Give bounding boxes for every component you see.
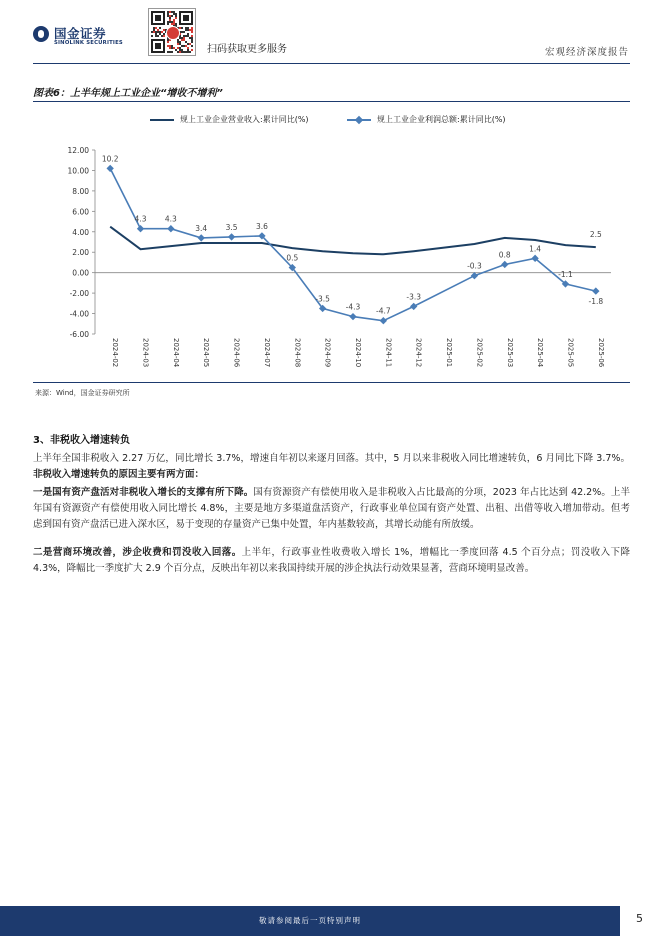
qr-module [181, 31, 183, 33]
qr-module [191, 35, 193, 37]
qr-module [163, 29, 165, 31]
qr-module [181, 49, 183, 51]
data-label: 4.3 [164, 214, 177, 224]
qr-module [177, 39, 179, 41]
qr-module [179, 51, 181, 53]
qr-module [181, 37, 183, 39]
data-label: -3.3 [406, 292, 422, 302]
qr-module [159, 27, 161, 29]
qr-module [183, 39, 185, 41]
paragraph-text: 国有资源资产有偿使用收入是非税收入占比最高的分项，2023 年占比达到 42.2%。上半年国有资源资产有偿使用收入同比增长 4.8%，主要是地方多渠道盘活资产，行政事业单位国有资产处置、出租、出借等收入增加带动。但考虑到国有资产盘活已进入深水区，易于变现的存量资产已集中处置，年内基数较高，其增长动能有所放缓。 [33, 487, 630, 530]
paragraph-emphasis: 一是国有资产盘活对非税收入增长的支撑有所下降。 [33, 487, 254, 498]
qr-module [191, 39, 193, 41]
qr-module [175, 23, 177, 25]
qr-module [181, 39, 183, 41]
qr-module [155, 33, 157, 35]
qr-module [187, 35, 189, 37]
x-tick-label: 2024-03 [141, 338, 150, 368]
qr-module [179, 43, 181, 45]
y-tick-label: 2.00 [72, 248, 89, 258]
qr-module [191, 41, 193, 43]
brand-logo-icon [33, 26, 49, 42]
section-heading: 3、非税收入增速转负 [33, 435, 130, 446]
data-label: 2.5 [589, 230, 602, 240]
y-tick-label: 8.00 [72, 186, 89, 196]
data-point-profit [349, 313, 356, 320]
qr-module [167, 15, 169, 17]
qr-module [175, 15, 177, 17]
qr-module [189, 43, 191, 45]
qr-module [169, 51, 171, 53]
brand-name-cn: 国金证券 [54, 26, 107, 41]
x-tick-label: 2024-10 [354, 338, 362, 368]
paragraph-state-assets [33, 485, 630, 533]
y-tick-label: 12.00 [67, 146, 89, 155]
data-label: -0.3 [467, 261, 482, 271]
qr-module [153, 27, 155, 29]
qr-module [189, 37, 191, 39]
brand-name-en: SINOLINK SECURITIES [54, 40, 123, 46]
qr-module [167, 41, 169, 43]
qr-module [163, 33, 165, 35]
qr-module [183, 51, 185, 53]
qr-module [177, 41, 179, 43]
qr-module [167, 11, 169, 13]
x-tick-label: 2025-06 [596, 338, 605, 368]
qr-module [155, 31, 157, 33]
legend-swatch-revenue [150, 119, 174, 121]
qr-module [179, 37, 181, 39]
paragraph-business-environment [33, 545, 630, 577]
qr-module [175, 49, 177, 51]
paragraph-text: 上半年全国非税收入 2.27 万亿，同比增长 3.7%，增速自年初以来逐月回落。其中，5 月以来非税收入同比增速转负，6 月同比下降 3.7%。 [33, 453, 630, 464]
paragraph-emphasis: 非税收入增速转负的原因主要有两方面： [33, 469, 205, 480]
footer-disclaimer-notice: 敬请参阅最后一页特别声明 [259, 916, 361, 925]
data-label: -3.5 [315, 294, 330, 304]
qr-module [183, 31, 185, 33]
qr-module [185, 29, 187, 31]
y-tick-label: 6.00 [72, 207, 89, 217]
page-number: 5 [636, 912, 643, 925]
qr-module [167, 13, 169, 15]
qr-finder [155, 43, 161, 49]
qr-module [179, 47, 181, 49]
qr-module [173, 13, 175, 15]
qr-module [179, 41, 181, 43]
qr-module [171, 15, 173, 17]
qr-module [167, 45, 169, 47]
qr-module [153, 31, 155, 33]
x-tick-label: 2024-11 [384, 338, 393, 368]
x-tick-label: 2024-09 [323, 338, 332, 368]
qr-module [191, 49, 193, 51]
figure-title: 图表6：上半年规上工业企业“增收不增利” [33, 88, 223, 99]
qr-module [191, 27, 193, 29]
qr-module [187, 27, 189, 29]
qr-module [171, 11, 173, 13]
figure-bottom-divider [33, 382, 630, 383]
x-tick-label: 2024-05 [202, 338, 211, 368]
qr-module [185, 51, 187, 53]
data-label: 3.6 [255, 221, 268, 231]
x-tick-label: 2025-02 [475, 338, 484, 368]
series-line-0 [110, 227, 596, 255]
qr-module [169, 17, 171, 19]
qr-module [151, 31, 153, 33]
qr-finder [155, 15, 161, 21]
qr-module [185, 27, 187, 29]
data-label: 1.4 [529, 244, 542, 254]
line-chart [33, 138, 630, 374]
qr-module [175, 17, 177, 19]
x-tick-label: 2024-06 [232, 338, 241, 368]
legend-label-profit: 规上工业企业利润总额:累计同比(%) [377, 115, 506, 124]
qr-module [187, 49, 189, 51]
qr-module [159, 31, 161, 33]
qr-module [163, 35, 165, 37]
qr-module [185, 41, 187, 43]
qr-module [171, 45, 173, 47]
qr-module [173, 47, 175, 49]
qr-module [187, 33, 189, 35]
qr-module [157, 31, 159, 33]
qr-module [187, 47, 189, 49]
x-tick-label: 2024-08 [293, 338, 302, 368]
qr-module [173, 21, 175, 23]
qr-module [161, 35, 163, 37]
data-point-profit [410, 303, 417, 310]
y-tick-label: -6.00 [69, 330, 89, 339]
qr-module [155, 27, 157, 29]
qr-module [155, 35, 157, 37]
data-label: 10.2 [101, 154, 119, 164]
qr-module [179, 27, 181, 29]
x-tick-label: 2024-04 [171, 338, 180, 368]
qr-module [183, 35, 185, 37]
qr-module [169, 11, 171, 13]
qr-module [171, 21, 173, 23]
data-label: 4.3 [134, 214, 147, 224]
qr-module [173, 23, 175, 25]
qr-center-logo-icon [166, 26, 180, 40]
qr-module [183, 37, 185, 39]
x-tick-label: 2024-02 [111, 338, 120, 368]
qr-module [183, 45, 185, 47]
data-point-profit [228, 233, 235, 240]
data-point-profit [167, 225, 174, 232]
paragraph-text: 上半年，行政事业性收费收入增长 1%，增幅比一季度回落 4.5 个百分点；罚没收入下降 4.3%，降幅比一季度扩大 2.9 个百分点，反映出年初以来我国持续开展的涉企执法行动效果显著，营商环境明显改善。 [33, 547, 630, 574]
qr-module [171, 23, 173, 25]
qr-module [157, 35, 159, 37]
data-label: -1.8 [588, 297, 604, 307]
x-tick-label: 2025-04 [536, 338, 545, 368]
x-tick-label: 2025-03 [505, 338, 514, 368]
paragraph-nontax-overview [33, 451, 630, 483]
data-label: 3.4 [195, 223, 208, 233]
data-label: 0.8 [498, 250, 511, 260]
x-tick-label: 2024-07 [262, 338, 271, 368]
qr-module [177, 51, 179, 53]
qr-module [181, 27, 183, 29]
qr-module [191, 45, 193, 47]
x-tick-label: 2025-01 [445, 338, 454, 368]
data-point-profit [137, 225, 144, 232]
paragraph-emphasis: 二是营商环境改善，涉企收费和罚没收入回落。 [33, 547, 242, 558]
legend-label-revenue: 规上工业企业营业收入:累计同比(%) [180, 115, 309, 124]
legend-marker-profit [355, 116, 363, 124]
qr-module [187, 43, 189, 45]
qr-module [185, 35, 187, 37]
y-tick-label: -4.00 [69, 309, 89, 319]
qr-finder [183, 15, 189, 21]
qr-module [169, 15, 171, 17]
qr-module [175, 13, 177, 15]
qr-module [173, 19, 175, 21]
qr-module [153, 29, 155, 31]
qr-code-icon[interactable] [148, 8, 196, 56]
qr-module [157, 29, 159, 31]
qr-module [169, 47, 171, 49]
x-tick-label: 2024-12 [414, 338, 423, 368]
qr-module [151, 35, 153, 37]
qr-module [171, 51, 173, 53]
y-tick-label: -2.00 [69, 289, 89, 299]
qr-module [187, 29, 189, 31]
data-label: -4.3 [345, 302, 361, 312]
qr-module [181, 51, 183, 53]
qr-module [169, 45, 171, 47]
qr-module [169, 21, 171, 23]
qr-module [169, 19, 171, 21]
qr-module [185, 45, 187, 47]
data-point-profit [592, 287, 599, 294]
figure-source: 来源：Wind，国金证券研究所 [35, 389, 130, 397]
qr-module [173, 11, 175, 13]
qr-module [171, 47, 173, 49]
y-tick-label: 10.00 [67, 166, 89, 176]
data-point-profit [380, 317, 387, 324]
qr-module [159, 33, 161, 35]
qr-module [167, 21, 169, 23]
figure-title-divider [33, 101, 630, 102]
header-divider [33, 63, 630, 64]
data-point-profit [106, 165, 113, 172]
qr-module [189, 29, 191, 31]
qr-module [191, 31, 193, 33]
data-label: 0.5 [286, 253, 299, 263]
data-label: -4.7 [376, 306, 391, 316]
x-tick-label: 2025-05 [566, 338, 575, 368]
qr-module [187, 51, 189, 53]
qr-module [161, 31, 163, 33]
qr-module [181, 45, 183, 47]
qr-module [179, 49, 181, 51]
qr-module [189, 51, 191, 53]
qr-module [167, 39, 169, 41]
data-point-profit [501, 261, 508, 268]
qr-module [167, 51, 169, 53]
qr-module [191, 29, 193, 31]
qr-module [177, 47, 179, 49]
qr-module [167, 23, 169, 25]
qr-module [191, 37, 193, 39]
y-tick-label: 0.00 [72, 268, 89, 278]
data-label: 3.5 [225, 222, 238, 232]
y-tick-label: 4.00 [72, 227, 89, 237]
scan-for-services-text: 扫码获取更多服务 [207, 44, 287, 55]
data-point-profit [471, 272, 478, 279]
data-point-profit [198, 234, 205, 241]
qr-module [177, 43, 179, 45]
report-type-label: 宏观经济深度报告 [544, 47, 629, 58]
data-label: -1.1 [558, 269, 573, 279]
